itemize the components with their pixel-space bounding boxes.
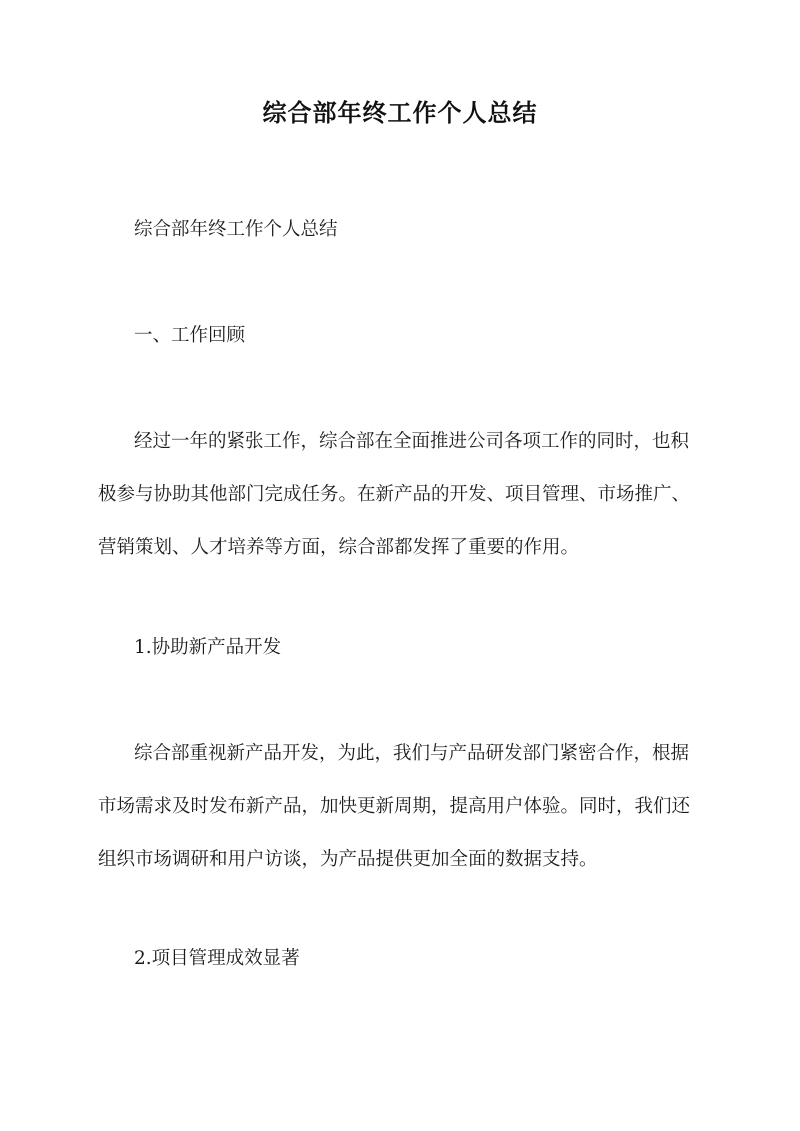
paragraph-line: 综合部重视新产品开发，为此，我们与产品研发部门紧密合作，根据 — [134, 743, 690, 764]
paragraph-line: 组织市场调研和用户访谈，为产品提供更加全面的数据支持。 — [98, 849, 598, 870]
item-heading: 2.项目管理成效显著 — [134, 948, 300, 969]
paragraph-line: 市场需求及时发布新产品，加快更新周期，提高用户体验。同时，我们还 — [98, 796, 691, 817]
item-heading: 1.协助新产品开发 — [134, 637, 282, 658]
paragraph-line: 经过一年的紧张工作，综合部在全面推进公司各项工作的同时，也积 — [134, 431, 690, 452]
section-heading: 一、工作回顾 — [134, 325, 246, 346]
paragraph-line: 营销策划、人才培养等方面，综合部都发挥了重要的作用。 — [98, 537, 580, 558]
document-title: 综合部年终工作个人总结 — [262, 98, 538, 127]
document-subtitle: 综合部年终工作个人总结 — [134, 219, 338, 240]
paragraph-line: 极参与协助其他部门完成任务。在新产品的开发、项目管理、市场推广、 — [98, 484, 691, 505]
